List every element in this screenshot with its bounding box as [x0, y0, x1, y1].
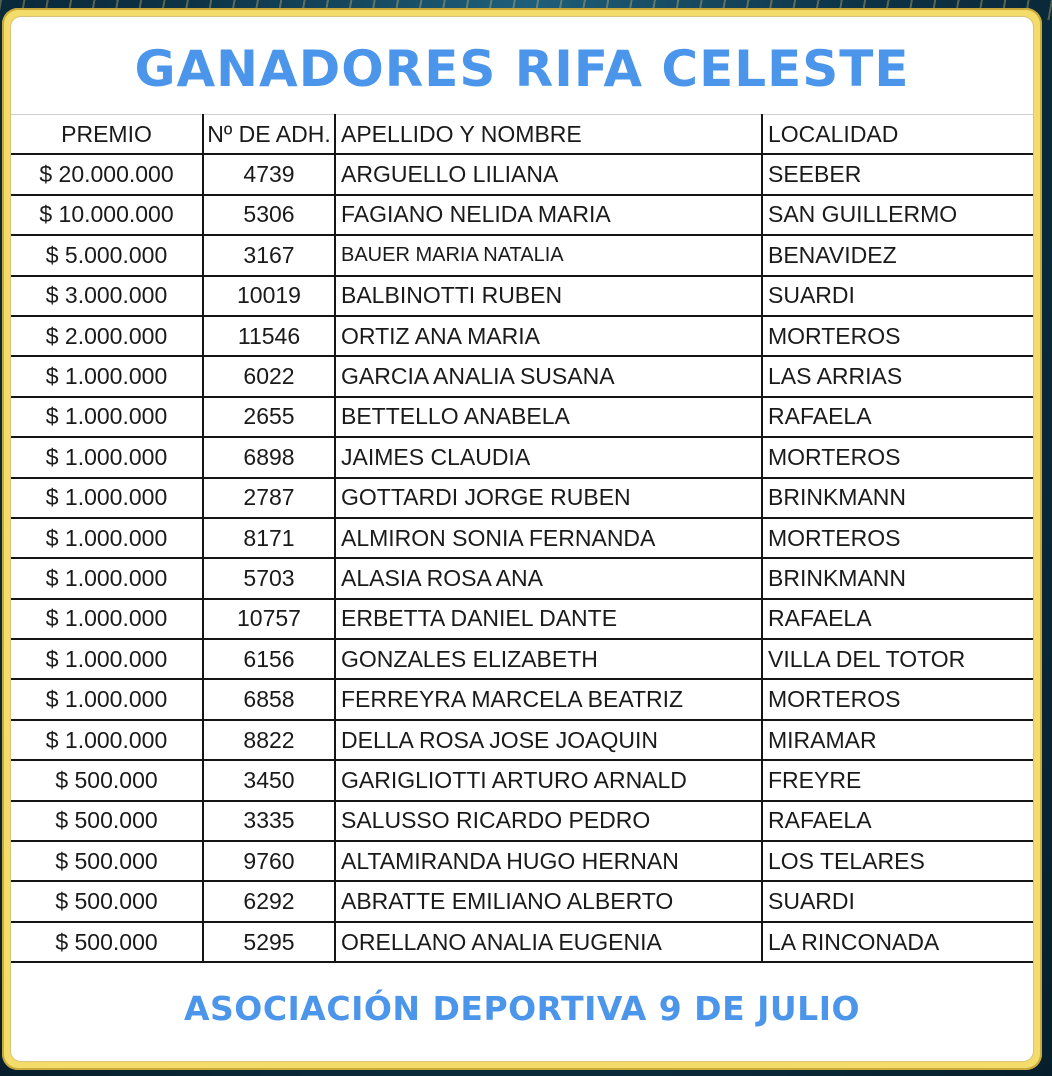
cell-adhesion: 3450 — [203, 760, 335, 800]
cell-localidad: SEEBER — [762, 154, 1033, 194]
cell-nombre: ALASIA ROSA ANA — [335, 558, 762, 598]
cell-localidad: VILLA DEL TOTOR — [762, 639, 1033, 679]
cell-premio: $ 500.000 — [11, 801, 203, 841]
card-content — [11, 17, 1033, 1061]
table-row — [11, 881, 1033, 921]
cell-localidad: LAS ARRIAS — [762, 356, 1033, 396]
table-row — [11, 276, 1033, 316]
header-adhesion: Nº DE ADH. — [203, 115, 335, 155]
table-row — [11, 478, 1033, 518]
cell-nombre: ERBETTA DANIEL DANTE — [335, 599, 762, 639]
cell-premio: $ 1.000.000 — [11, 639, 203, 679]
header-nombre: APELLIDO Y NOMBRE — [335, 115, 762, 155]
cell-nombre: ABRATTE EMILIANO ALBERTO — [335, 881, 762, 921]
cell-premio: $ 1.000.000 — [11, 518, 203, 558]
cell-nombre: ORTIZ ANA MARIA — [335, 316, 762, 356]
cell-localidad: BRINKMANN — [762, 478, 1033, 518]
winners-card — [2, 8, 1042, 1070]
header-premio: PREMIO — [11, 115, 203, 155]
cell-adhesion: 6858 — [203, 679, 335, 719]
cell-premio: $ 1.000.000 — [11, 599, 203, 639]
table-row — [11, 599, 1033, 639]
cell-premio: $ 1.000.000 — [11, 478, 203, 518]
organization-footer: ASOCIACIÓN DEPORTIVA 9 DE JULIO — [183, 989, 861, 1028]
table-row — [11, 235, 1033, 275]
table-row — [11, 922, 1033, 962]
cell-adhesion: 5306 — [203, 195, 335, 235]
cell-adhesion: 5703 — [203, 558, 335, 598]
cell-localidad: BENAVIDEZ — [762, 235, 1033, 275]
table-row — [11, 397, 1033, 437]
cell-premio: $ 1.000.000 — [11, 356, 203, 396]
cell-localidad: LA RINCONADA — [762, 922, 1033, 962]
cell-adhesion: 9760 — [203, 841, 335, 881]
cell-premio: $ 500.000 — [11, 922, 203, 962]
cell-localidad: MORTEROS — [762, 679, 1033, 719]
cell-adhesion: 2787 — [203, 478, 335, 518]
cell-premio: $ 10.000.000 — [11, 195, 203, 235]
cell-adhesion: 10019 — [203, 276, 335, 316]
cell-adhesion: 5295 — [203, 922, 335, 962]
cell-nombre: ORELLANO ANALIA EUGENIA — [335, 922, 762, 962]
cell-localidad: BRINKMANN — [762, 558, 1033, 598]
cell-nombre: FERREYRA MARCELA BEATRIZ — [335, 679, 762, 719]
cell-adhesion: 4739 — [203, 154, 335, 194]
table-row — [11, 558, 1033, 598]
table-row — [11, 437, 1033, 477]
header-localidad: LOCALIDAD — [762, 115, 1033, 155]
table-row — [11, 801, 1033, 841]
table-row — [11, 518, 1033, 558]
cell-nombre: BAUER MARIA NATALIA — [335, 235, 762, 275]
table-row — [11, 639, 1033, 679]
cell-adhesion: 8822 — [203, 720, 335, 760]
cell-adhesion: 6156 — [203, 639, 335, 679]
cell-localidad: SAN GUILLERMO — [762, 195, 1033, 235]
cell-nombre: FAGIANO NELIDA MARIA — [335, 195, 762, 235]
cell-localidad: RAFAELA — [762, 397, 1033, 437]
cell-localidad: FREYRE — [762, 760, 1033, 800]
cell-nombre: ALMIRON SONIA FERNANDA — [335, 518, 762, 558]
cell-adhesion: 3335 — [203, 801, 335, 841]
cell-premio: $ 20.000.000 — [11, 154, 203, 194]
cell-premio: $ 1.000.000 — [11, 720, 203, 760]
cell-premio: $ 1.000.000 — [11, 397, 203, 437]
cell-nombre: DELLA ROSA JOSE JOAQUIN — [335, 720, 762, 760]
cell-localidad: SUARDI — [762, 276, 1033, 316]
table-row — [11, 760, 1033, 800]
cell-premio: $ 1.000.000 — [11, 679, 203, 719]
cell-adhesion: 6292 — [203, 881, 335, 921]
cell-localidad: LOS TELARES — [762, 841, 1033, 881]
table-row — [11, 154, 1033, 194]
table-row — [11, 720, 1033, 760]
page-title: GANADORES RIFA CELESTE — [134, 40, 910, 98]
cell-adhesion: 6898 — [203, 437, 335, 477]
table-row — [11, 316, 1033, 356]
cell-localidad: MORTEROS — [762, 316, 1033, 356]
cell-nombre: GARIGLIOTTI ARTURO ARNALD — [335, 760, 762, 800]
cell-nombre: GOTTARDI JORGE RUBEN — [335, 478, 762, 518]
cell-adhesion: 8171 — [203, 518, 335, 558]
cell-nombre: JAIMES CLAUDIA — [335, 437, 762, 477]
cell-localidad: RAFAELA — [762, 599, 1033, 639]
cell-localidad: RAFAELA — [762, 801, 1033, 841]
cell-premio: $ 500.000 — [11, 760, 203, 800]
cell-premio: $ 1.000.000 — [11, 558, 203, 598]
cell-nombre: ARGUELLO LILIANA — [335, 154, 762, 194]
cell-adhesion: 6022 — [203, 356, 335, 396]
cell-localidad: MIRAMAR — [762, 720, 1033, 760]
cell-premio: $ 2.000.000 — [11, 316, 203, 356]
cell-premio: $ 500.000 — [11, 881, 203, 921]
cell-adhesion: 2655 — [203, 397, 335, 437]
cell-localidad: MORTEROS — [762, 518, 1033, 558]
cell-adhesion: 3167 — [203, 235, 335, 275]
cell-nombre: BALBINOTTI RUBEN — [335, 276, 762, 316]
table-header-row — [11, 115, 1033, 155]
cell-premio: $ 5.000.000 — [11, 235, 203, 275]
table-row — [11, 195, 1033, 235]
table-row — [11, 356, 1033, 396]
cell-nombre: GARCIA ANALIA SUSANA — [335, 356, 762, 396]
winners-table — [11, 114, 1033, 963]
cell-premio: $ 3.000.000 — [11, 276, 203, 316]
cell-adhesion: 10757 — [203, 599, 335, 639]
cell-nombre: ALTAMIRANDA HUGO HERNAN — [335, 841, 762, 881]
cell-localidad: SUARDI — [762, 881, 1033, 921]
cell-nombre: SALUSSO RICARDO PEDRO — [335, 801, 762, 841]
cell-adhesion: 11546 — [203, 316, 335, 356]
table-row — [11, 679, 1033, 719]
table-row — [11, 841, 1033, 881]
cell-premio: $ 500.000 — [11, 841, 203, 881]
cell-premio: $ 1.000.000 — [11, 437, 203, 477]
cell-localidad: MORTEROS — [762, 437, 1033, 477]
cell-nombre: GONZALES ELIZABETH — [335, 639, 762, 679]
cell-nombre: BETTELLO ANABELA — [335, 397, 762, 437]
